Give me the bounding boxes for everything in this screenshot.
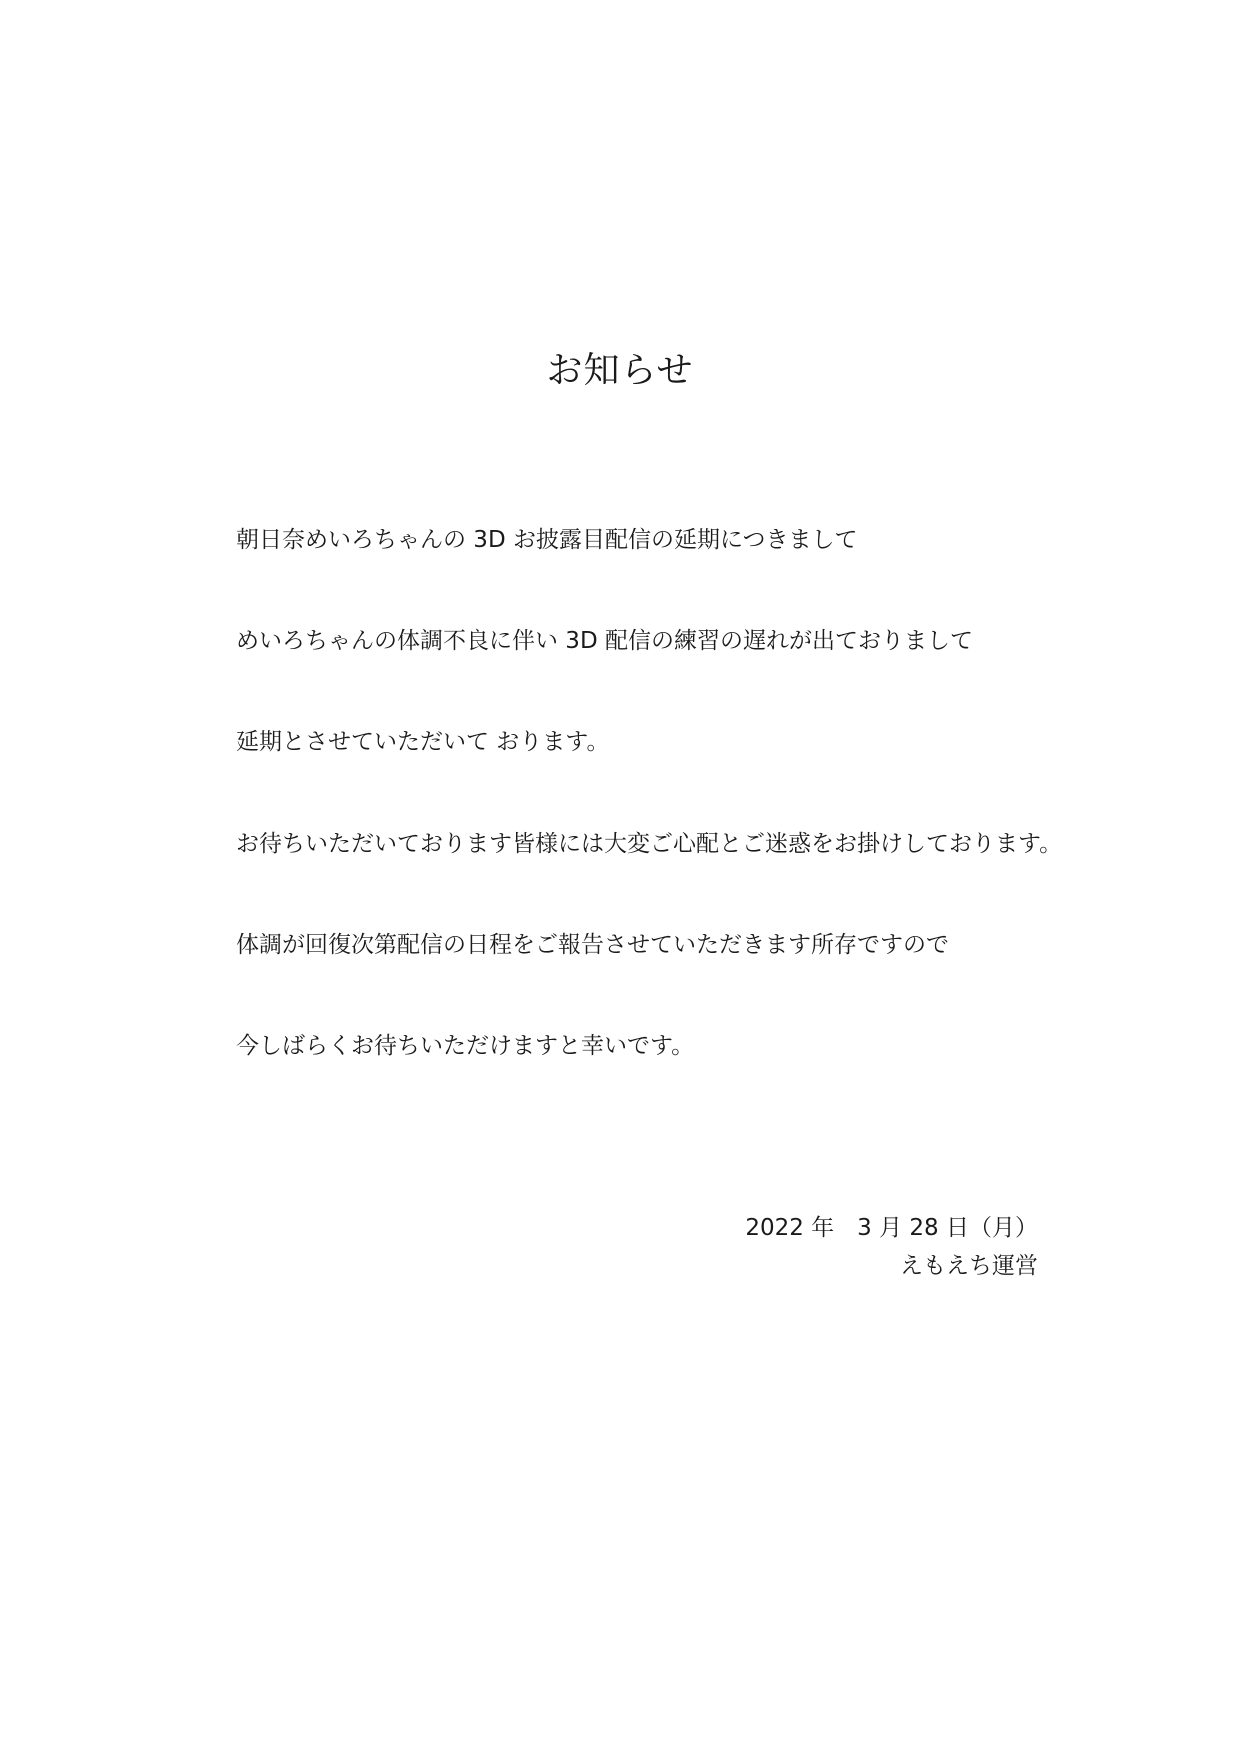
body-paragraph-1: 朝日奈めいろちゃんの 3D お披露目配信の延期につきまして: [236, 527, 858, 553]
body-paragraph-4: お待ちいただいております皆様には大変ご心配とご迷惑をお掛けしております。: [236, 831, 1063, 857]
page-title: お知らせ: [546, 350, 694, 391]
body-paragraph-3: 延期とさせていただいて おります。: [236, 729, 610, 755]
organization-name: えもえち運営: [900, 1253, 1038, 1279]
body-paragraph-2: めいろちゃんの体調不良に伴い 3D 配信の練習の遅れが出ておりまして: [236, 628, 973, 654]
body-paragraph-6: 今しばらくお待ちいただけますと幸いです。: [236, 1033, 695, 1059]
signature-block: [745, 1209, 1038, 1285]
notice-date: 2022 年 3 月 28 日（月）: [745, 1215, 1038, 1241]
body-paragraph-5: 体調が回復次第配信の日程をご報告させていただきます所存ですので: [236, 932, 949, 958]
